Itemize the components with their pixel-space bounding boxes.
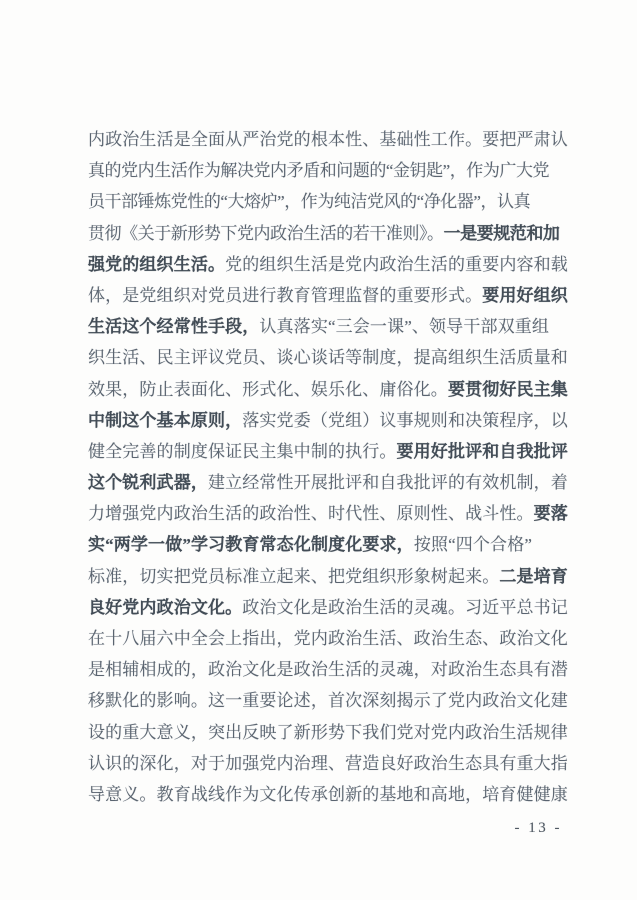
text-line — [88, 374, 568, 405]
text-segment: 真的党内生活作为解决党内矛盾和问题的“金钥匙”，作为广大党 — [88, 161, 550, 181]
bold-text-segment: 要落 — [533, 504, 568, 524]
text-segment: 按照“四个合格” — [413, 535, 533, 555]
text-line — [88, 249, 568, 280]
text-line — [88, 342, 568, 373]
bold-text-segment: 二是培育 — [499, 566, 568, 586]
text-segment: 健全完善的制度保证民主集中制的执行。 — [88, 441, 397, 461]
bold-text-segment: 实“两学一做”学习教育常态化制度化要求， — [88, 535, 414, 555]
bold-text-segment: 中制这个基本原则， — [88, 410, 243, 430]
text-line — [88, 405, 568, 436]
bold-text-segment: 这个锐利武器， — [88, 473, 208, 493]
body-text — [88, 124, 568, 810]
text-line — [88, 498, 568, 529]
bold-text-segment: 强党的组织生活。 — [88, 254, 226, 274]
text-line — [88, 155, 568, 186]
text-line — [88, 311, 568, 342]
text-segment: 体，是党组织对党员进行教育管理监督的重要形式。 — [88, 285, 483, 305]
text-line — [88, 592, 568, 623]
text-segment: 标准，切实把党员标准立起来、把党组织形象树起来。 — [88, 566, 500, 586]
text-line — [88, 280, 568, 311]
text-line — [88, 717, 568, 748]
text-segment: 内政治生活是全面从严治党的根本性、基础性工作。要把严肃认 — [88, 130, 568, 149]
page-number: - 13 - — [514, 820, 562, 836]
text-segment: 建立经常性开展批评和自我批评的有效机制，着 — [207, 473, 568, 493]
text-segment: 是相辅相成的，政治文化是政治生活的灵魂，对政治生态具有潜 — [88, 660, 568, 680]
text-segment: 落实党委（党组）议事规则和决策程序，以 — [242, 410, 568, 430]
text-segment: 导意义。教育战线作为文化传承创新的基地和高地，培育健健康 — [88, 784, 568, 804]
text-segment: 设的重大意义，突出反映了新形势下我们党对党内政治生活规律 — [88, 722, 568, 742]
text-line — [88, 186, 568, 217]
text-segment: 政治文化是政治生活的灵魂。习近平总书记 — [242, 597, 568, 617]
bold-text-segment: 良好党内政治文化。 — [88, 597, 243, 617]
text-segment: 认识的深化，对于加强党内治理、营造良好政治生态具有重大指 — [88, 753, 568, 773]
bold-text-segment: 要贯彻好民主集 — [447, 379, 568, 399]
text-line — [88, 685, 568, 716]
text-line — [88, 654, 568, 685]
text-line — [88, 124, 568, 155]
bold-text-segment: 要用好组织 — [482, 285, 568, 305]
text-segment: 移默化的影响。这一重要论述，首次深刻揭示了党内政治文化建 — [88, 691, 568, 711]
text-line — [88, 561, 568, 592]
text-line — [88, 436, 568, 467]
text-segment: 在十八届六中全会上指出，党内政治生活、政治生态、政治文化 — [88, 629, 568, 648]
text-segment: 力增强党内政治生活的政治性、时代性、原则性、战斗性。 — [88, 504, 534, 524]
text-line — [88, 529, 568, 560]
bold-text-segment: 生活这个经常性手段， — [88, 317, 260, 337]
text-segment: 党的组织生活是党内政治生活的重要内容和载 — [225, 254, 568, 274]
text-segment: 效果，防止表面化、形式化、娱乐化、庸俗化。 — [88, 379, 448, 399]
text-segment: 织生活、民主评议党员、谈心谈话等制度，提高组织生活质量和 — [88, 348, 568, 368]
text-segment: 认真落实“三会一课”、领导干部双重组 — [259, 317, 550, 337]
bold-text-segment: 要用好批评和自我批评 — [396, 441, 568, 461]
text-line — [88, 467, 568, 498]
text-line — [88, 748, 568, 779]
text-line — [88, 218, 568, 249]
text-line — [88, 623, 568, 654]
text-segment: 员干部锤炼党性的“大熔炉”，作为纯洁党风的“净化器”，认真 — [88, 192, 531, 212]
text-line — [88, 779, 568, 810]
bold-text-segment: 一是要规范和加 — [443, 223, 560, 243]
text-segment: 贯彻《关于新形势下党内政治生活的若干准则》。 — [88, 223, 444, 243]
